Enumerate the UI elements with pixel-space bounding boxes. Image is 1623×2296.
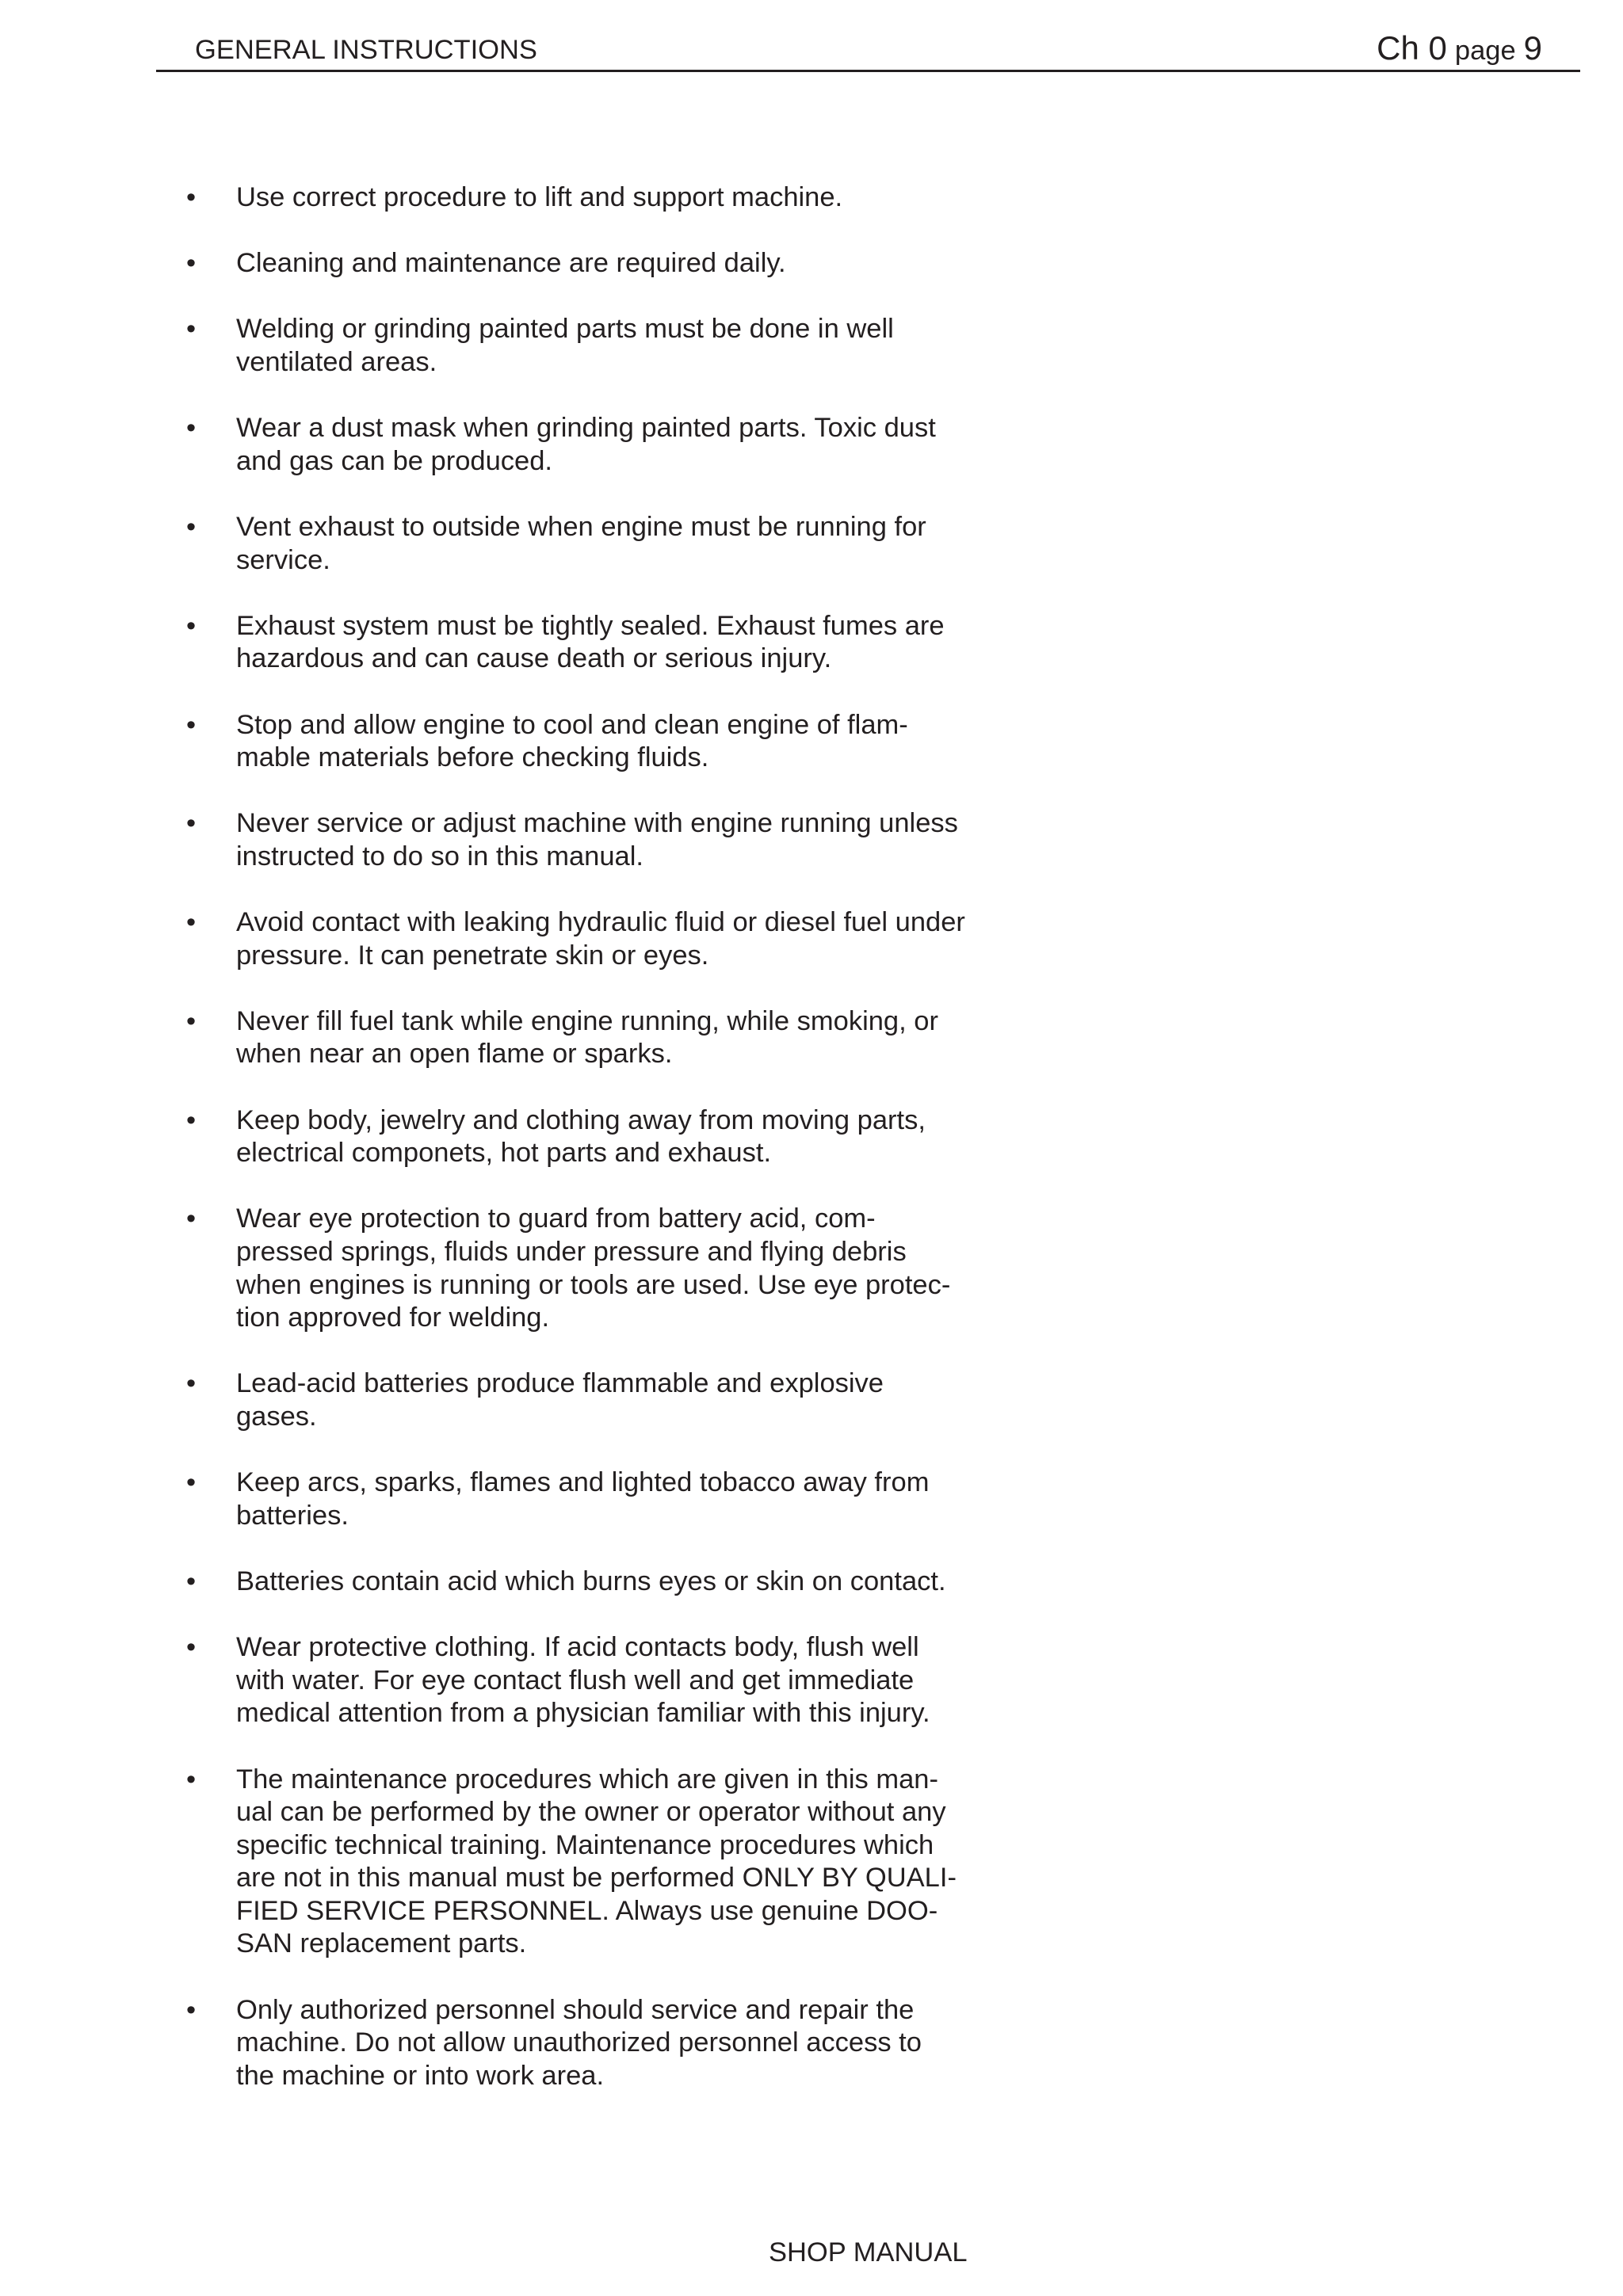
bullet-text-line: SAN replacement parts. [236,1928,527,1959]
bullet-text-line: mable materials before checking fluids. [236,742,709,773]
bullet-item [186,181,1058,215]
bullet-text-line: Keep body, jewelry and clothing away from moving parts, [236,1104,926,1135]
chapter-label: Ch 0 [1377,29,1447,67]
bullet-text-line: machine. Do not allow unauthorized personnel access to [236,2027,922,2058]
bullet-text-line: Wear a dust mask when grinding painted parts. Toxic dust [236,413,936,444]
bullet-text-line: Keep arcs, sparks, flames and lighted tobacco away from [236,1467,930,1498]
bullet-text-line: The maintenance procedures which are given in this man- [236,1764,938,1794]
bullet-text-line: with water. For eye contact flush well and get immediate [236,1665,915,1695]
bullet-marker: • [186,1764,197,1794]
bullet-text-line: when engines is running or tools are used. Use eye protec- [236,1269,951,1300]
bullet-text-line: Lead-acid batteries produce flammable and explosive [236,1368,884,1399]
bullet-text-line: hazardous and can cause death or serious injury. [236,643,832,674]
bullet-item [186,1566,1058,1599]
page-reference [1377,29,1542,71]
bullet-text-line: ual can be performed by the owner or operator without any [236,1797,946,1828]
bullet-item [186,247,1058,280]
bullet-text-line: Welding or grinding painted parts must be done in well [236,314,894,345]
bullet-marker: • [186,1467,197,1498]
bullet-text-line: Vent exhaust to outside when engine must be running for [236,511,926,542]
bullet-item [186,412,1058,478]
bullet-text-line: Never service or adjust machine with engine running unless [236,808,958,839]
bullet-text-line: instructed to do so in this manual. [236,841,643,871]
bullet-item [186,1367,1058,1433]
bullet-marker: • [186,1005,197,1036]
bullet-text-line: Exhaust system must be tightly sealed. Exhaust fumes are [236,610,945,641]
bullet-text-line: Use correct procedure to lift and support machine. [236,182,843,212]
bullet-marker: • [186,808,197,839]
bullet-text-line: Only authorized personnel should service and repair the [236,1994,915,2025]
page-word: page [1454,36,1516,66]
bullet-marker: • [186,182,197,212]
bullet-text-line: electrical componets, hot parts and exhaust. [236,1138,772,1169]
bullet-marker: • [186,248,197,279]
bullet-item [186,906,1058,972]
bullet-item [186,709,1058,775]
bullet-text-line: tion approved for welding. [236,1302,550,1333]
bullet-item [186,1104,1058,1170]
bullet-marker: • [186,1203,197,1234]
bullet-marker: • [186,413,197,444]
bullet-marker: • [186,314,197,345]
bullet-text-line: service. [236,544,330,575]
bullet-text-line: Cleaning and maintenance are required daily. [236,248,786,279]
bullet-item [186,807,1058,873]
bullet-text-line: gases. [236,1401,317,1432]
bullet-text-line: Batteries contain acid which burns eyes or skin on contact. [236,1566,946,1596]
bullet-marker: • [186,1566,197,1596]
bullet-item [186,1005,1058,1071]
bullet-item [186,511,1058,577]
bullet-text-line: and gas can be produced. [236,445,552,476]
bullet-marker: • [186,1632,197,1663]
bullet-item [186,1203,1058,1334]
bullet-marker: • [186,1994,197,2025]
bullet-text-line: are not in this manual must be performed ONLY BY QUALI- [236,1863,957,1894]
footer-label: SHOP MANUAL [769,2237,968,2267]
bullet-item [186,1994,1058,2093]
bullet-item [186,1631,1058,1730]
bullet-text-line: ventilated areas. [236,346,437,377]
bullet-item [186,1466,1058,1532]
page-number: 9 [1523,29,1542,67]
section-title: GENERAL INSTRUCTIONS [195,35,537,65]
bullet-text-line: FIED SERVICE PERSONNEL. Always use genuine DOO- [236,1895,938,1926]
bullet-marker: • [186,907,197,938]
bullet-text-line: Wear protective clothing. If acid contacts body, flush well [236,1632,919,1663]
bullet-marker: • [186,610,197,641]
bullet-text-line: Wear eye protection to guard from battery acid, com- [236,1203,876,1234]
bullet-text-line: medical attention from a physician familiar with this injury. [236,1698,930,1729]
bullet-marker: • [186,511,197,542]
bullet-text-line: batteries. [236,1500,349,1531]
bullet-text-line: when near an open flame or sparks. [236,1039,673,1070]
bullet-marker: • [186,709,197,740]
bullet-item [186,1764,1058,1962]
bullet-text-line: Stop and allow engine to cool and clean engine of flam- [236,709,908,740]
bullet-text-line: pressure. It can penetrate skin or eyes. [236,940,709,971]
header-rule [156,70,1580,72]
bullet-text-line: Avoid contact with leaking hydraulic fluid or diesel fuel under [236,907,965,938]
bullet-text-line: the machine or into work area. [236,2060,605,2091]
bullet-marker: • [186,1104,197,1135]
bullet-item [186,610,1058,676]
bullet-text-line: Never fill fuel tank while engine running, while smoking, or [236,1005,938,1036]
bullet-text-line: specific technical training. Maintenance procedures which [236,1829,934,1860]
bullet-marker: • [186,1368,197,1399]
bullet-item [186,313,1058,379]
instruction-list [186,181,1058,2126]
bullet-text-line: pressed springs, fluids under pressure and flying debris [236,1237,907,1267]
